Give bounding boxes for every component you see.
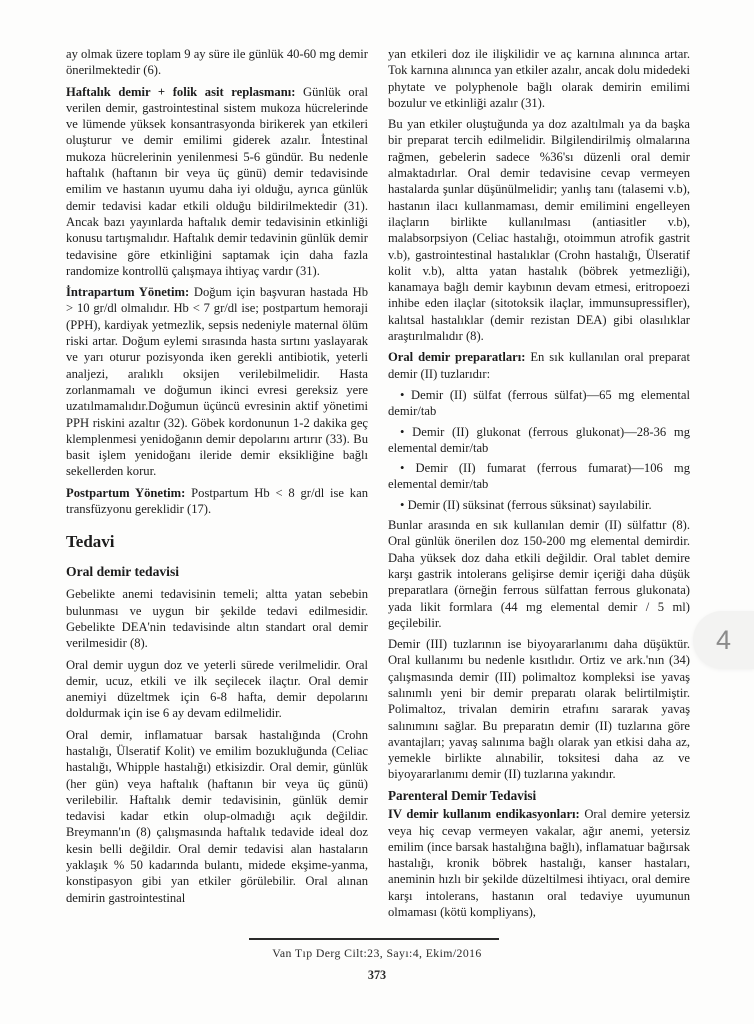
subsection-heading-parenteral-demir-tedavisi: Parenteral Demir Tedavisi	[388, 787, 537, 803]
paragraph	[388, 116, 690, 344]
paragraph	[388, 517, 690, 631]
paragraph-lead: İntrapartum Yönetim:	[66, 285, 190, 300]
paragraph	[66, 727, 368, 906]
section-heading-tedavi: Tedavi	[66, 532, 115, 552]
page-footer	[0, 938, 754, 983]
paragraph-text: Bu yan etkiler oluştuğunda ya doz azaltılmalı ya da başka bir preparat tercih edilmelidir. Bilgilendirilmiş olmalarına rağmen, gebelerin sadece %36'sı düzenli oral demir almaktadırlar. Oral demir tedavisine cevap vermeyen hastalarda şunlar düşünülmelidir; yanlış tanı (talasemi v.b), hastanın ilacı kullanmaması, demir emilimini engelleyen ilaçların birlikte kullanılması (antiasitler v.b), malabsorpsiyon (Celiac hastalığı, otoimmun atrofik gastrit v.b), gastrointestinal hastalıklar (Crohn hastalığı, Ülseratif kolit v.b), altta yatan hastalık (böbrek yetmezliği), kanamaya bağlı demir kaybının devam etmesi, eritropoezi inhibe eden ilaçlar (sitotoksik ilaçlar, immunsupressifler), kalıtsal hastalıklar (demir rezistan DEA) gibi olasılıklar araştırılmalıdır (8).	[388, 117, 690, 344]
subsection-heading-oral-demir-tedavisi: Oral demir tedavisi	[66, 564, 180, 580]
paragraph	[66, 586, 368, 651]
paragraph-text: Demir (III) tuzlarının ise biyoyararlanımı daha düşüktür. Oral kullanımı bu nedenle kısıtlıdır. Ortiz ve ark.'nın (34) çalışmasında demir (III) polimaltoz kompleksi ise yavaş salınımlı yeni bir demir preparatı olarak belirtilmiştir. Polimaltoz, trivalan demirin etrafını sararak yavaş salınımını sağlar. Bu preparatın demir (II) tuzlarına göre avantajları; yavaş salınıma bağlı olarak yan etkisi daha az, yemekle birlikte alınabilir, toksitesi daha az ve biyoyararlanımı demir (II) tuzlarına yakındır.	[388, 637, 690, 782]
list-item: • Demir (II) sülfat (ferrous sülfat)—65 mg elemental demir/tab	[388, 387, 690, 420]
right-column	[388, 46, 690, 925]
paragraph-lead: Postpartum Yönetim:	[66, 485, 186, 500]
paragraph-text: Günlük oral verilen demir, gastrointestinal sistem mukoza hücrelerinde ve lümende yüksek konsantrasyonda birikerek yan etkileri oluşturur ve demir emilimi giderek azalır. İntestinal mukoza hücrelerinin yenilenmesi 5-6 gündür. Bu nedenle haftalık (haftanın bir veya üç günü) demir tedavisinde emilim ve hastanın uyumu daha iyi olduğu, ayrıca günlük demir tedavisi kadar etkili olduğu bildirilmektedir (31). Ancak bazı yayınlarda haftalık demir tedavisinin etkinliği konusu tartışmalıdır. Haftalık demir tedavinin günlük demir tedavisine göre etkinliğini saptamak için daha fazla randomize kontrollü çalışmaya ihtiyaç vardır (31).	[66, 84, 368, 278]
paragraph	[388, 46, 690, 111]
paragraph-text: Oral demir uygun doz ve yeterli sürede verilmelidir. Oral demir, ucuz, etkili ve ilk seçilecek ilaçtır. Oral demir anemiyi düzeltmek için 6-8 hafta, demir depolarını doldurmak için ise 6 ay devam edilmelidir.	[66, 657, 368, 721]
paragraph	[66, 284, 368, 480]
paragraph-text: Doğum için başvuran hastada Hb > 10 gr/dl olmalıdır. Hb < 7 gr/dl ise; postpartum hemoraji (PPH), kardiyak yetmezlik, sepsis nedeniyle maternal ölüm riski artar. Doğum eylemi sırasında hasta sırtını yaslayarak ve yarı oturur pozisyonda iken gerekli antibiotik, yeterli analjezi, aralıklı oksijen verilebilmelidir. Hasta zorlanmamalı ve doğumun ikinci evresi gereksiz yere uzatılmamalıdır.Doğumun üçüncü evresinin aktif yönetimi PPH riskini azaltır (32). Göbek kordonunun 1-2 dakika geç klemplenmesi yenidoğanın demir depolarını artırır (33). Bu basit işlem yenidoğanı ileride demir eksikliğine bağlı sekellerden korur.	[66, 285, 368, 479]
paragraph	[388, 636, 690, 783]
paragraph	[66, 84, 368, 280]
footer-rule	[249, 938, 499, 940]
journal-citation: Van Tıp Derg Cilt:23, Sayı:4, Ekim/2016	[272, 946, 482, 960]
paragraph-lead: Oral demir preparatları:	[388, 350, 526, 365]
paragraph-text: ay olmak üzere toplam 9 ay süre ile günlük 40-60 mg demir önerilmektedir (6).	[66, 47, 368, 78]
paragraph-lead: Haftalık demir + folik asit replasmanı:	[66, 84, 296, 99]
paragraph	[66, 46, 368, 79]
page-indicator-label: 4	[715, 624, 732, 655]
paragraph-text: En sık kullanılan oral preparat demir (II) tuzlarıdır:	[388, 350, 690, 381]
left-column	[66, 46, 368, 911]
paragraph	[388, 349, 690, 382]
paragraph	[66, 485, 368, 518]
page-indicator-tab[interactable]	[693, 611, 754, 669]
paragraph-text: Oral demir, inflamatuar barsak hastalığında (Crohn hastalığı, Ülseratif Kolit) ve emilim bozukluğunda (Celiac hastalığı, Whipple hastalığı) etkisizdir. Oral demir, günlük (her gün) veya haftalık (haftanın bir veya üç günü) verilebilir. Haftalık demir tedavisinin, günlük demir tedavisi kadar etkin olup-olmadığı açık değildir. Breymann'ın (8) çalışmasında haftalık tedavide ideal doz kesin belli değildir. Oral demir tedavisi alan hastaların yaklaşık % 50 kadarında bulantı, midede ekşime-yanma, konstipasyon gibi yan etkiler görülebilir. Oral alınan demirin gastrointestinal	[66, 727, 368, 905]
list-item: • Demir (II) fumarat (ferrous fumarat)—106 mg elemental demir/tab	[388, 460, 690, 493]
list-item: • Demir (II) süksinat (ferrous süksinat) sayılabilir.	[388, 497, 690, 513]
paragraph	[66, 657, 368, 722]
paragraph-text: Bunlar arasında en sık kullanılan demir (II) sülfattır (8). Oral günlük önerilen doz 150-200 mg elemental demirdir. Daha yüksek doz daha etkili değildir. Oral tablet demire karşı gastrik intolerans gelişirse demir içeriği daha düşük preparatlara (örneğin ferrous sülfattan ferrous glukonata) yada likit formlara (44 mg elemental demir / 5 ml) geçilebilir.	[388, 518, 690, 630]
paragraph-text: Gebelikte anemi tedavisinin temeli; altta yatan sebebin bulunması ve uygun bir şekilde tedavi edilmesidir. Gebelikte DEA'nin tedavisinde altın standart oral demir verilmesidir (8).	[66, 587, 368, 651]
paragraph-text: Postpartum Hb < 8 gr/dl ise kan transfüzyonu gereklidir (17).	[66, 485, 368, 517]
paragraph-text: yan etkileri doz ile ilişkilidir ve aç karnına alınınca artar. Tok karnına alınınca yan etkiler azalır, ancak dolu midedeki phytate ve polyphenole bağlı olarak demirin emilimi bozulur ve etkinliği azalır (31).	[388, 47, 690, 110]
paragraph	[388, 806, 690, 920]
paragraph-lead: IV demir kullanım endikasyonları:	[388, 807, 580, 822]
paragraph-text: Oral demire yetersiz veya hiç cevap vermeyen vakalar, ağır anemi, yetersiz emilim (ince barsak hastalığına bağlı), inflamatuar bağırsak hastalığı, kronik böbrek hastalığı, kanser hastaları, aneminin hızlı bir şekilde düzeltilmesi ihtiyacı, oral demire karşı intolerans, hastanın oral tedaviye uyumunun olmaması (kötü kompliyans),	[388, 807, 691, 920]
page-number: 373	[367, 968, 387, 982]
list-item: • Demir (II) glukonat (ferrous glukonat)—28-36 mg elemental demir/tab	[388, 424, 690, 457]
